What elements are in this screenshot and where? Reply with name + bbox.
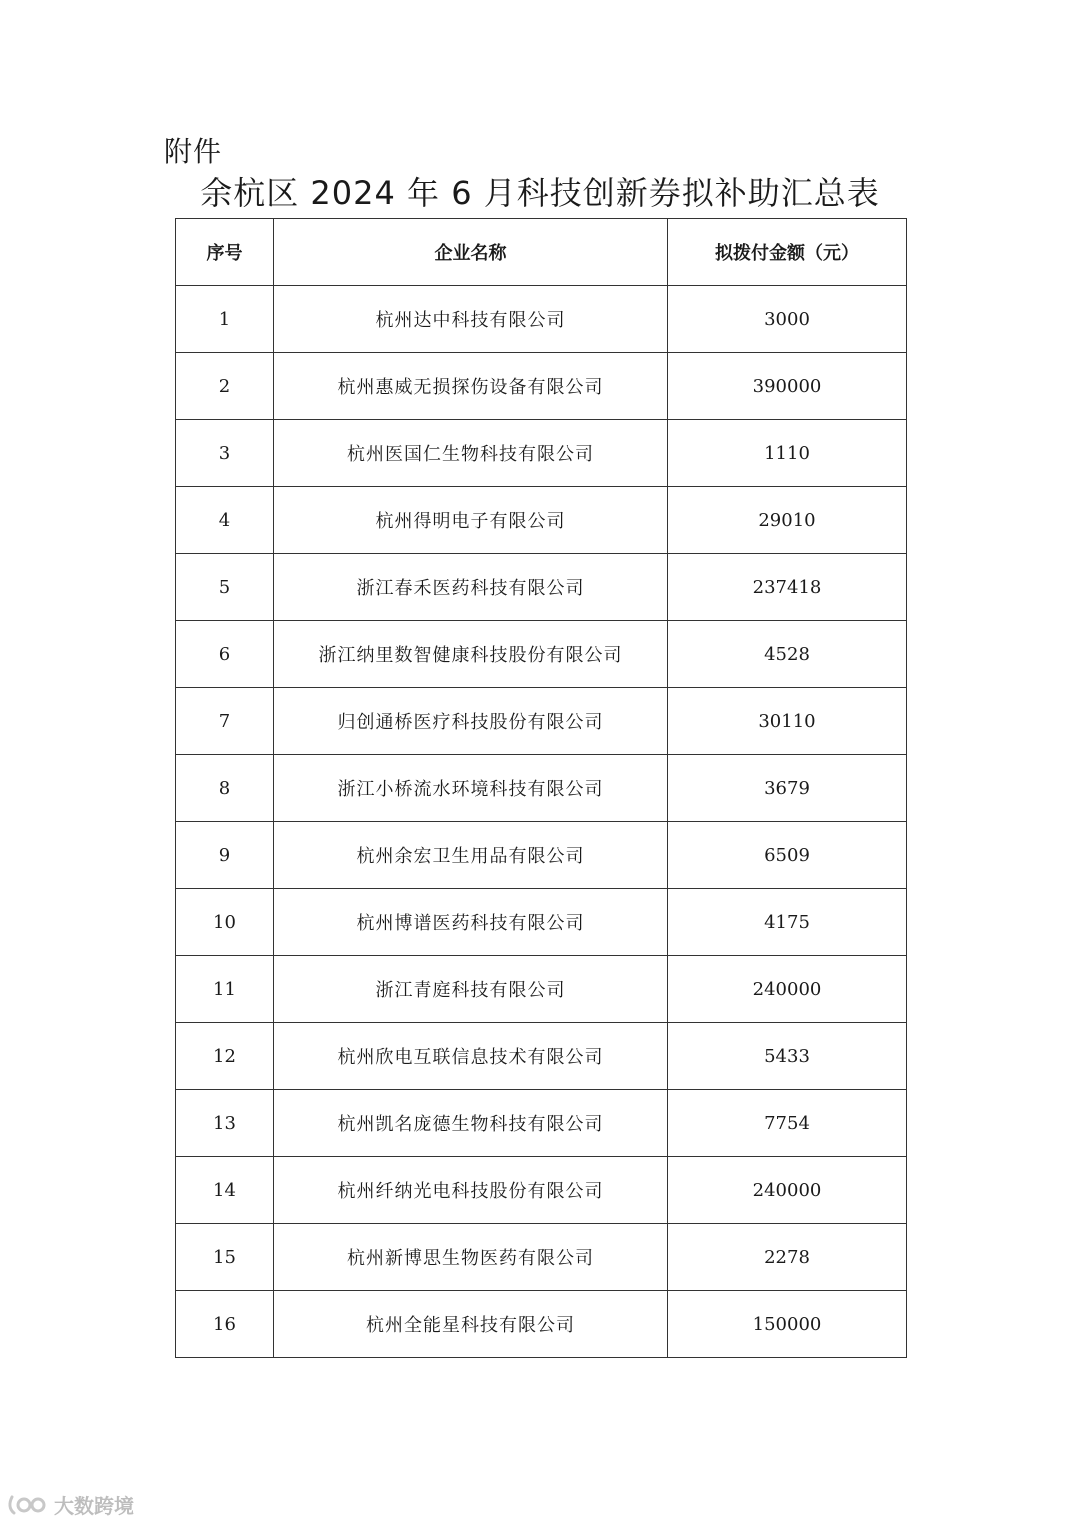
table-row [176,956,907,1023]
company-name: 浙江纳里数智健康科技股份有限公司 [274,621,668,688]
row-index: 7 [176,688,274,755]
subsidy-amount: 7754 [668,1090,907,1157]
row-index: 6 [176,621,274,688]
table-row [176,286,907,353]
subsidy-amount: 6509 [668,822,907,889]
table-row [176,1090,907,1157]
company-name: 杭州纤纳光电科技股份有限公司 [274,1157,668,1224]
brand-logo-icon [8,1493,48,1517]
company-name: 杭州全能星科技有限公司 [274,1291,668,1358]
company-name: 杭州得明电子有限公司 [274,487,668,554]
company-name: 浙江小桥流水环境科技有限公司 [274,755,668,822]
table-row [176,1291,907,1358]
company-name: 杭州新博思生物医药有限公司 [274,1224,668,1291]
row-index: 4 [176,487,274,554]
watermark [8,1490,134,1519]
subsidy-amount: 240000 [668,1157,907,1224]
table-row [176,688,907,755]
company-name: 杭州博谱医药科技有限公司 [274,889,668,956]
page-title: 余杭区 2024 年 6 月科技创新券拟补助汇总表 [200,174,880,212]
table-row [176,621,907,688]
table-row [176,1157,907,1224]
watermark-text: 大数跨境 [54,1494,134,1518]
subsidy-amount: 240000 [668,956,907,1023]
company-name: 杭州欣电互联信息技术有限公司 [274,1023,668,1090]
table-row [176,353,907,420]
row-index: 8 [176,755,274,822]
subsidy-amount: 3679 [668,755,907,822]
company-name: 杭州达中科技有限公司 [274,286,668,353]
table-row [176,822,907,889]
subsidy-amount: 390000 [668,353,907,420]
company-name: 浙江青庭科技有限公司 [274,956,668,1023]
row-index: 14 [176,1157,274,1224]
company-name: 杭州余宏卫生用品有限公司 [274,822,668,889]
row-index: 16 [176,1291,274,1358]
table-row [176,1224,907,1291]
row-index: 12 [176,1023,274,1090]
column-header-amount: 拟拨付金额（元） [668,219,907,286]
row-index: 9 [176,822,274,889]
table-row [176,420,907,487]
subsidy-amount: 3000 [668,286,907,353]
subsidy-amount: 30110 [668,688,907,755]
row-index: 15 [176,1224,274,1291]
company-name: 杭州医国仁生物科技有限公司 [274,420,668,487]
attachment-label: 附件 [164,135,223,168]
row-index: 2 [176,353,274,420]
table-row [176,755,907,822]
column-header-company: 企业名称 [274,219,668,286]
table-row [176,1023,907,1090]
table-body [176,286,907,1358]
subsidy-amount: 29010 [668,487,907,554]
row-index: 3 [176,420,274,487]
subsidy-amount: 150000 [668,1291,907,1358]
subsidy-amount: 2278 [668,1224,907,1291]
company-name: 杭州惠威无损探伤设备有限公司 [274,353,668,420]
column-header-index: 序号 [176,219,274,286]
company-name: 杭州凯名庞德生物科技有限公司 [274,1090,668,1157]
row-index: 1 [176,286,274,353]
subsidy-amount: 237418 [668,554,907,621]
table-row [176,487,907,554]
row-index: 5 [176,554,274,621]
subsidy-amount: 4528 [668,621,907,688]
table-row [176,554,907,621]
row-index: 11 [176,956,274,1023]
table-row [176,889,907,956]
subsidy-amount: 5433 [668,1023,907,1090]
row-index: 10 [176,889,274,956]
company-name: 归创通桥医疗科技股份有限公司 [274,688,668,755]
company-name: 浙江春禾医药科技有限公司 [274,554,668,621]
subsidy-amount: 4175 [668,889,907,956]
subsidy-amount: 1110 [668,420,907,487]
row-index: 13 [176,1090,274,1157]
table-header-row [176,219,907,286]
subsidy-summary-table [175,218,907,1358]
